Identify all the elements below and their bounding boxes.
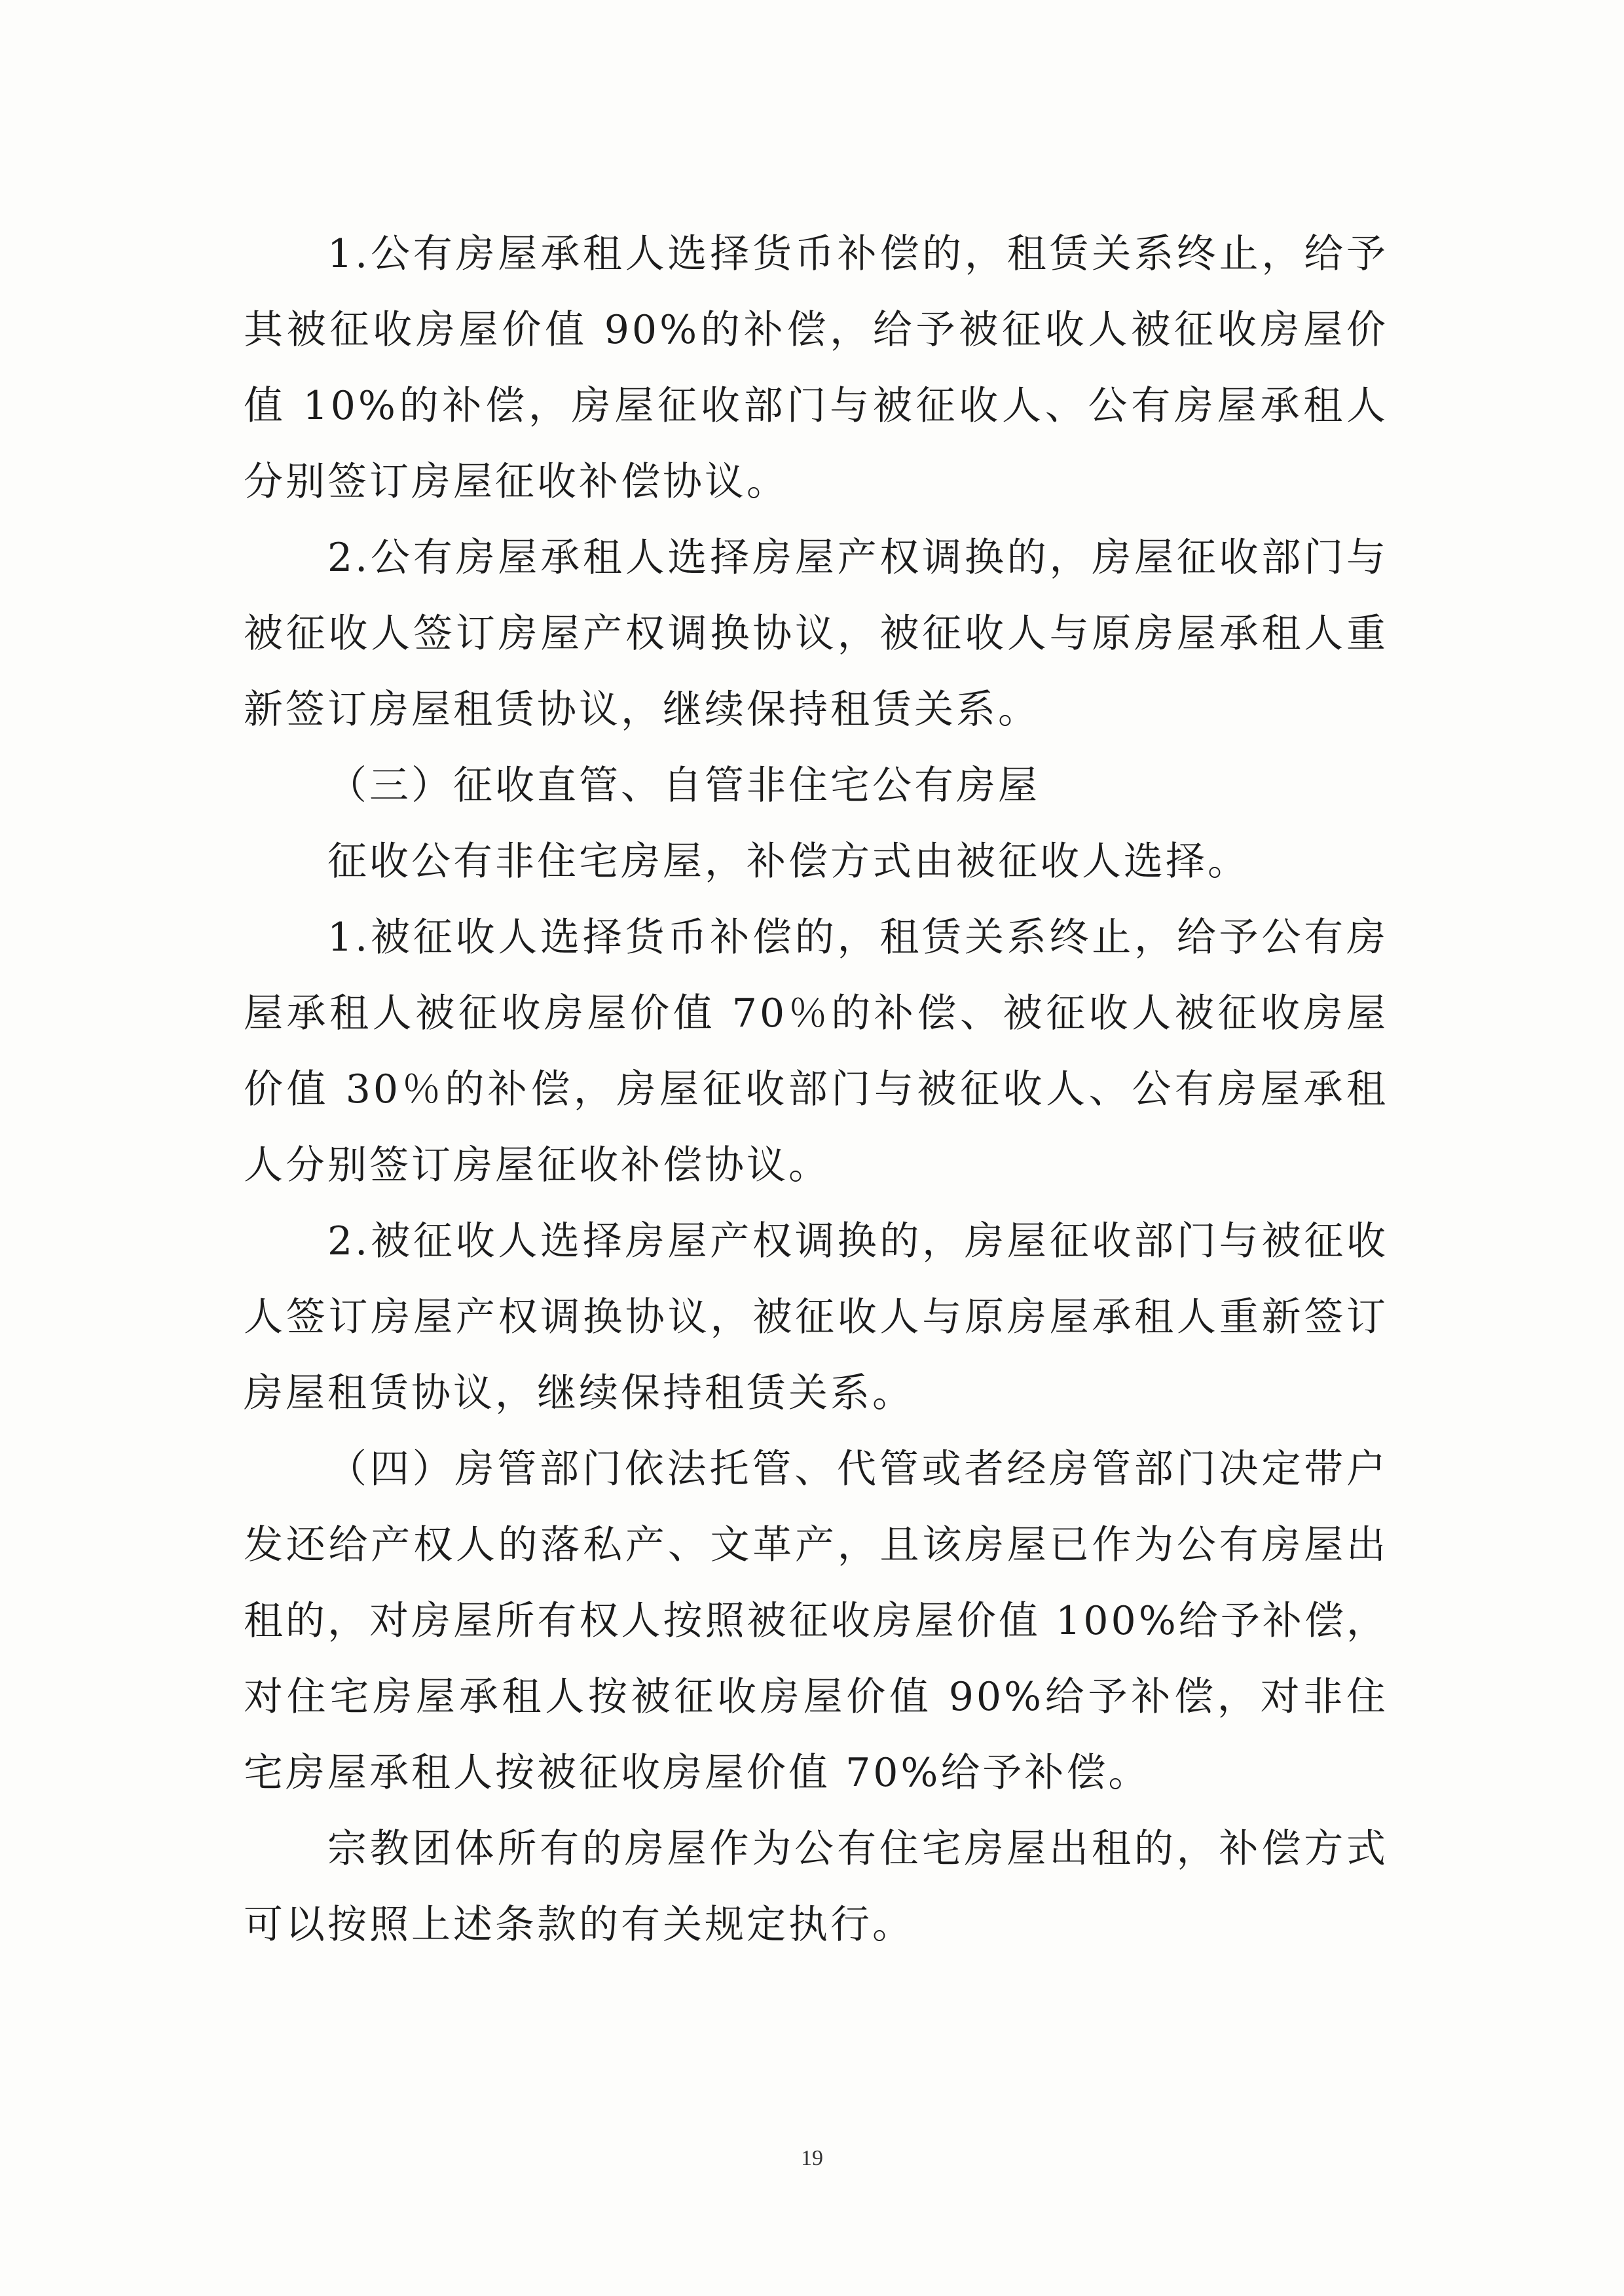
- section-paragraph-four: （四）房管部门依法托管、代管或者经房管部门决定带户发还给产权人的落私产、文革产，且该房屋已作为公有房屋出租的，对房屋所有权人按照被征收房屋价值 100%给予补偿，对住宅房屋承租人按被征收房屋价值 90%给予补偿，对非住宅房屋承租人按被征收房屋价值 70%给予补偿。: [244, 1446, 1388, 1796]
- paragraph-non-residential-property-exchange: 2.被征收人选择房屋产权调换的，房屋征收部门与被征收人签订房屋产权调换协议，被征收人与原房屋承租人重新签订房屋租赁协议，继续保持租赁关系。: [244, 1218, 1388, 1416]
- section-heading-three: （三）征收直管、自管非住宅公有房屋: [327, 763, 1040, 809]
- paragraph-religious-property: 宗教团体所有的房屋作为公有住宅房屋出租的，补偿方式可以按照上述条款的有关规定执行。: [244, 1826, 1388, 1948]
- paragraph-non-residential-choice: 征收公有非住宅房屋，补偿方式由被征收人选择。: [327, 839, 1249, 884]
- paragraph-non-residential-monetary-compensation: 1.被征收人选择货币补偿的，租赁关系终止，给予公有房屋承租人被征收房屋价值 70％的补偿、被征收人被征收房屋价值 30％的补偿，房屋征收部门与被征收人、公有房屋承租人分别签订房屋征收补偿协议。: [244, 915, 1388, 1188]
- paragraph-public-tenant-property-exchange: 2.公有房屋承租人选择房屋产权调换的，房屋征收部门与被征收人签订房屋产权调换协议，被征收人与原房屋承租人重新签订房屋租赁协议，继续保持租赁关系。: [244, 535, 1388, 733]
- paragraph-public-tenant-monetary-compensation: 1.公有房屋承租人选择货币补偿的，租赁关系终止，给予其被征收房屋价值 90%的补偿，给予被征收人被征收房屋价值 10%的补偿，房屋征收部门与被征收人、公有房屋承租人分别签订房屋征收补偿协议。: [244, 231, 1388, 505]
- page-number: 19: [801, 2146, 823, 2170]
- body-text: [244, 216, 1388, 1963]
